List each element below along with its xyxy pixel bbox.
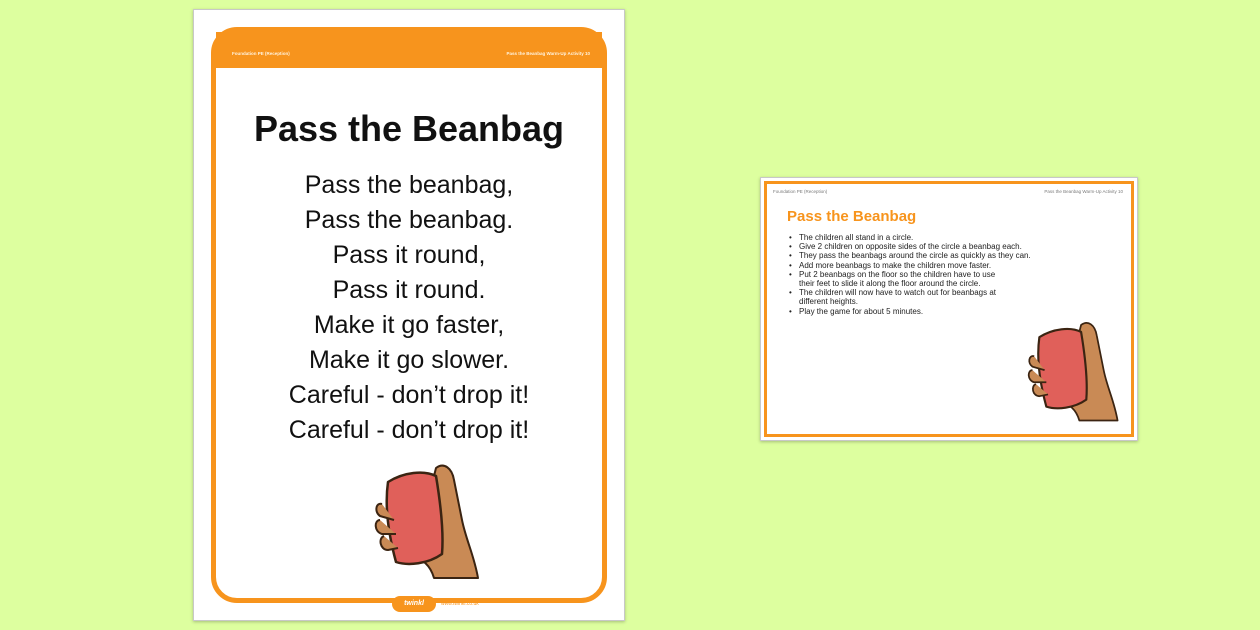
card-frame xyxy=(764,181,1134,437)
card-header-right: Pass the Beanbag Warm-Up Activity 10 xyxy=(1044,189,1123,194)
instruction-item: • Add more beanbags to make the children move faster. xyxy=(799,261,1034,270)
hand-holding-beanbag-icon xyxy=(1027,318,1123,424)
instruction-item: • The children all stand in a circle. xyxy=(799,233,1034,242)
poem-line: Make it go slower. xyxy=(308,346,510,374)
activity-card xyxy=(760,177,1138,441)
poem-line: Pass the beanbag, xyxy=(304,171,514,199)
twinkl-logo: twinkl xyxy=(392,596,436,612)
poem-line: Pass it round, xyxy=(332,241,486,269)
instruction-item: • They pass the beanbags around the circle as quickly as they can. xyxy=(799,251,1034,260)
instruction-item: • The children will now have to watch out for beanbags at different heights. xyxy=(799,288,1004,306)
poster-header-left: Foundation PE (Reception) xyxy=(232,51,290,56)
hand-holding-beanbag-icon xyxy=(374,460,484,582)
poster-header-bar xyxy=(216,32,602,68)
poem-line: Careful - don’t drop it! xyxy=(288,381,530,409)
poem-line: Make it go faster, xyxy=(313,311,505,339)
poem-poster xyxy=(193,9,625,621)
poem-line: Careful - don’t drop it! xyxy=(288,416,530,444)
poster-header-right: Pass the Beanbag Warm-Up Activity 10 xyxy=(506,51,590,56)
poem-lines xyxy=(216,168,602,448)
poster-frame xyxy=(211,27,607,607)
card-title: Pass the Beanbag xyxy=(787,208,917,225)
instruction-item: • Give 2 children on opposite sides of the circle a beanbag each. xyxy=(799,242,1034,251)
instructions-list xyxy=(799,233,1034,316)
poem-line: Pass the beanbag. xyxy=(304,206,514,234)
poster-title: Pass the Beanbag xyxy=(253,108,565,149)
poem-line: Pass it round. xyxy=(332,276,486,304)
footer-url: www.twinkl.co.uk xyxy=(441,601,479,607)
instruction-item: • Put 2 beanbags on the floor so the children have to use their feet to slide it along the floor around the circle. xyxy=(799,270,1004,288)
card-header-left: Foundation PE (Reception) xyxy=(773,189,828,194)
instruction-item: • Play the game for about 5 minutes. xyxy=(799,307,1034,316)
